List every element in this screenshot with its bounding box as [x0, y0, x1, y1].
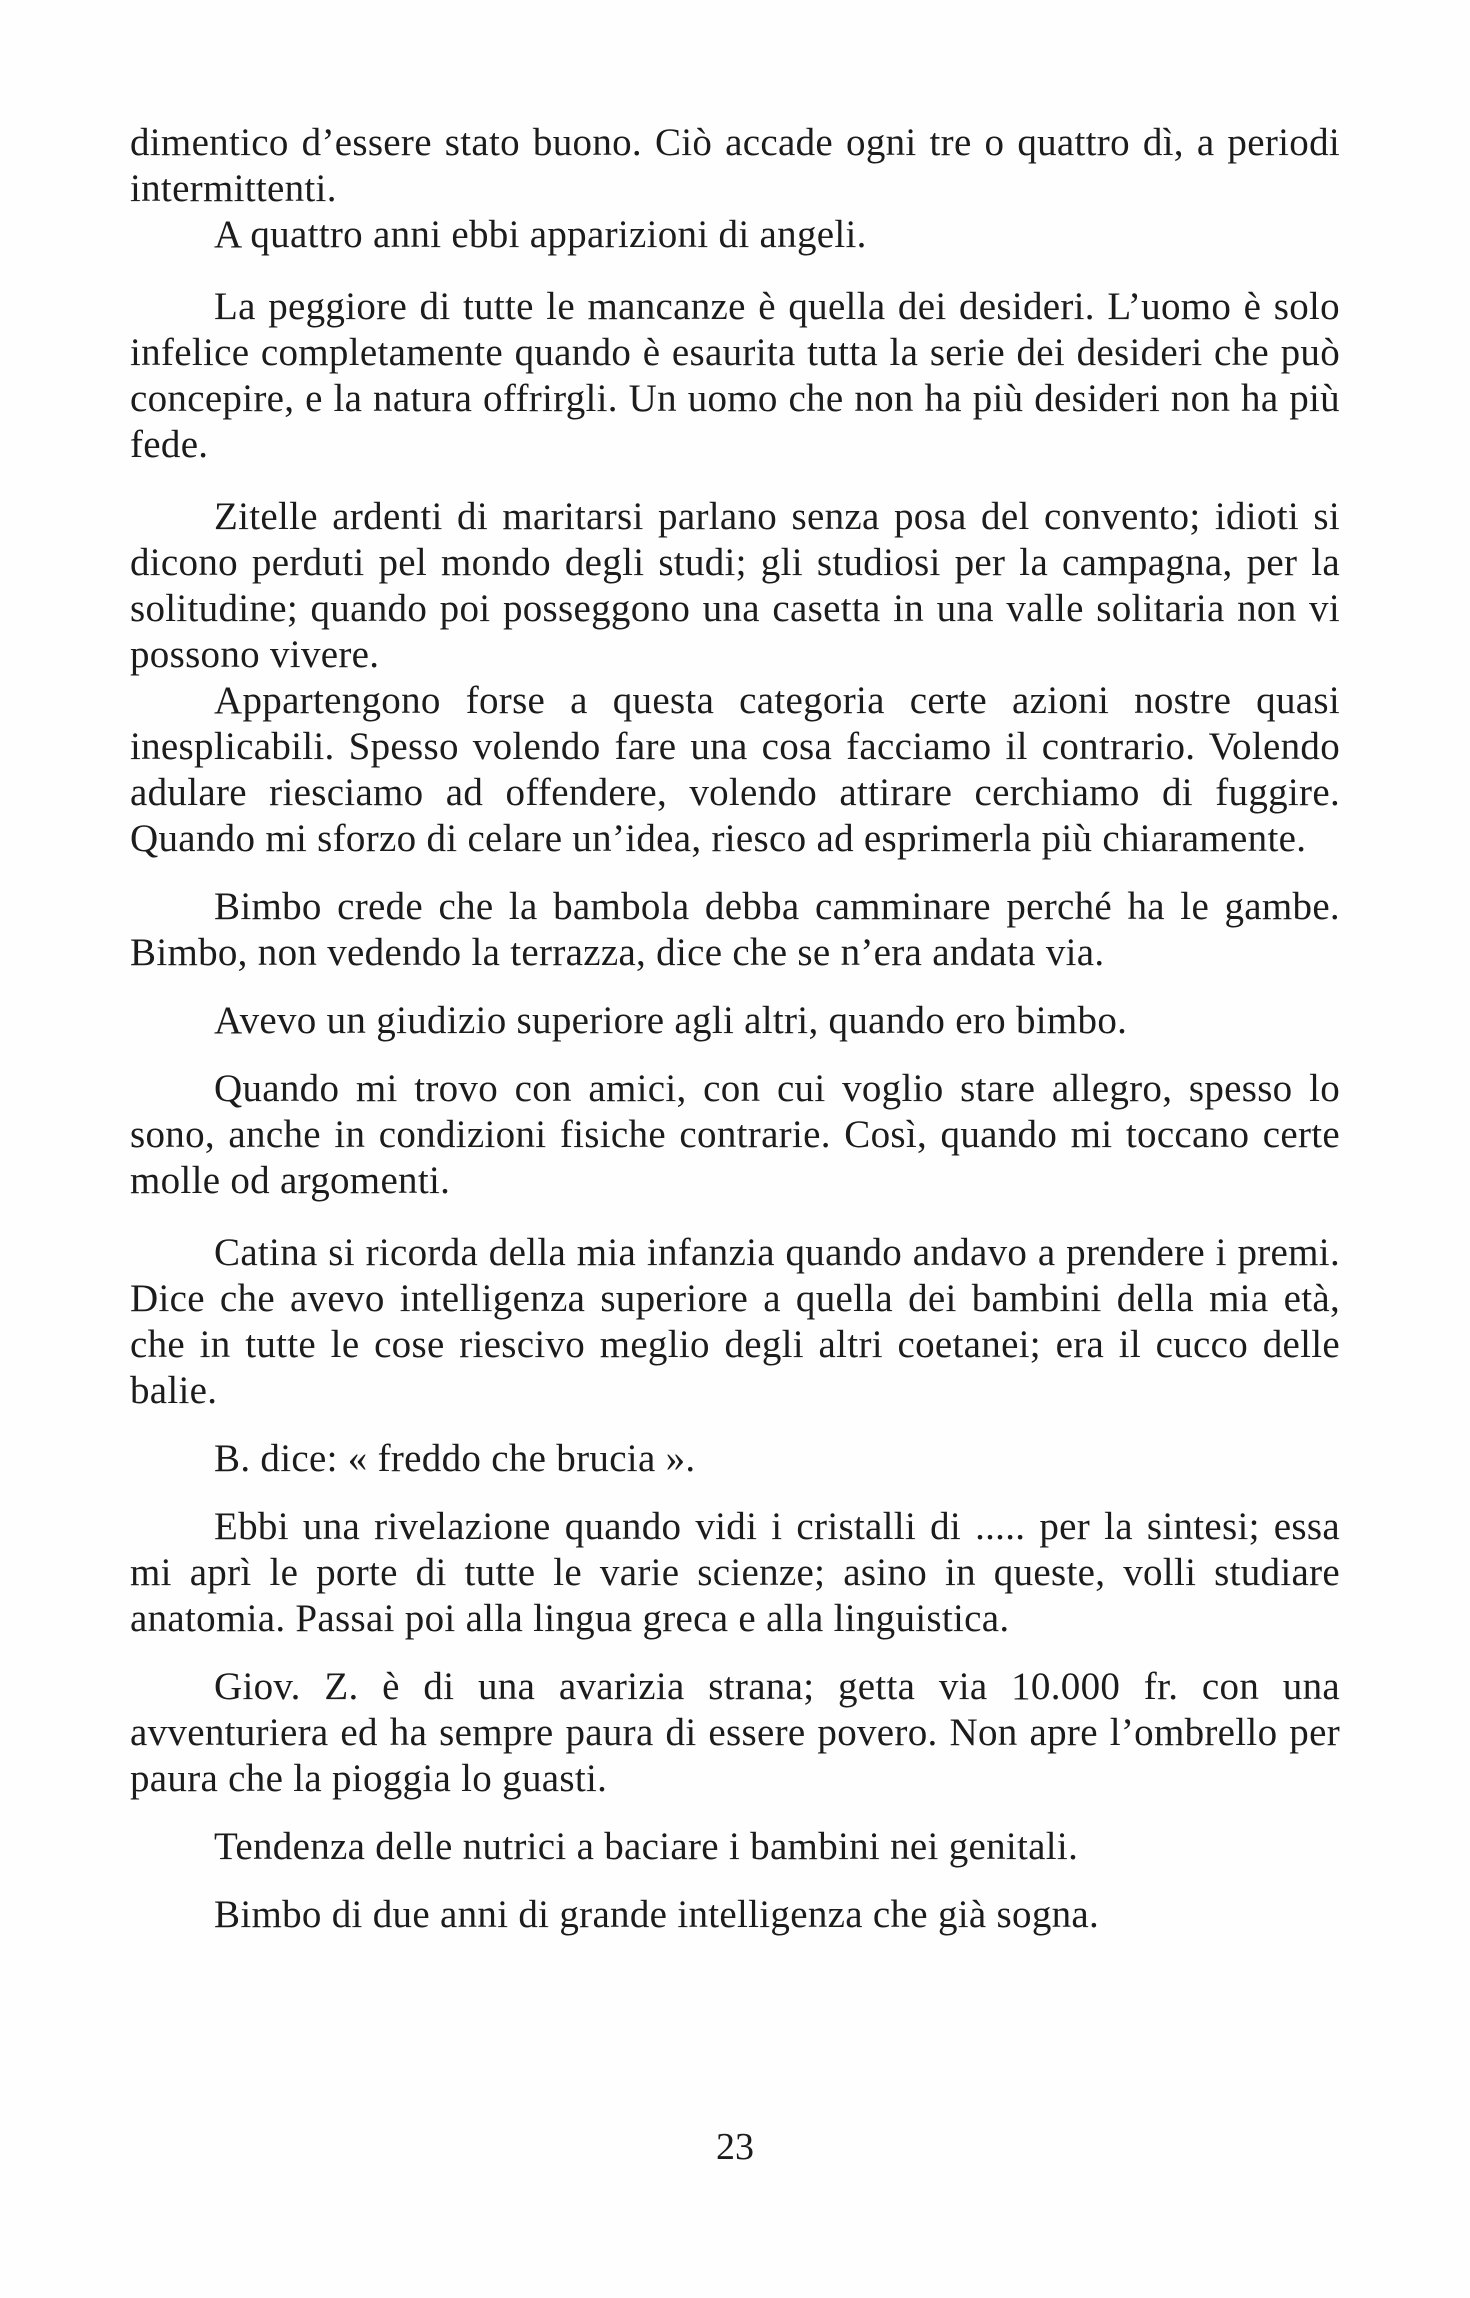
paragraph-nurses: Tendenza delle nutrici a baciare i bambini nei genitali. [214, 1825, 1079, 1868]
page-body [130, 120, 1340, 1938]
paragraph-inexplicable-actions: Appartengono forse a questa categoria certe azioni nostre quasi inesplicabili. Spesso volendo fare una cosa facciamo il contrario. Volendo adulare riesciamo ad offendere, volendo attirare cerchiamo di fuggire. Quando mi sforzo di celare un’idea, riesco ad esprimerla più chiaramente. [130, 679, 1340, 860]
paragraph-avarice: Giov. Z. è di una avarizia strana; getta via 10.000 fr. con una avventuriera ed ha sempre paura di essere povero. Non apre l’ombrello per paura che la pioggia lo guasti. [130, 1665, 1340, 1800]
paragraph-angels: A quattro anni ebbi apparizioni di angeli. [214, 213, 867, 256]
paragraph-spinsters: Zitelle ardenti di maritarsi parlano senza posa del convento; idioti si dicono perduti pel mondo degli studi; gli studiosi per la campagna, per la solitudine; quando poi posseggono una casetta in una valle solitaria non vi possono vivere. [130, 495, 1340, 676]
page-number: 23 [716, 2126, 754, 2168]
paragraph-desires: La peggiore di tutte le mancanze è quella dei desideri. L’uomo è solo infelice completamente quando è esaurita tutta la serie dei desideri che può concepire, e la natura offrirgli. Un uomo che non ha più desideri non ha più fede. [130, 285, 1340, 466]
paragraph-continuation: dimentico d’essere stato buono. Ciò accade ogni tre o quattro dì, a periodi intermittenti. [130, 121, 1340, 210]
paragraph-revelation: Ebbi una rivelazione quando vidi i cristalli di ..... per la sintesi; essa mi aprì le porte di tutte le varie scienze; asino in queste, volli studiare anatomia. Passai poi alla lingua greca e alla linguistica. [130, 1505, 1340, 1640]
paragraph-friends: Quando mi trovo con amici, con cui voglio stare allegro, spesso lo sono, anche in condizioni fisiche contrarie. Così, quando mi toccano certe molle od argomenti. [130, 1067, 1340, 1202]
paragraph-catina: Catina si ricorda della mia infanzia quando andavo a prendere i premi. Dice che avevo intelligenza superiore a quella dei bambini della mia età, che in tutte le cose riescivo meglio degli altri coetanei; era il cucco delle balie. [130, 1231, 1340, 1412]
paragraph-cold-burns: B. dice: « freddo che brucia ». [214, 1437, 696, 1480]
paragraph-dreaming-child: Bimbo di due anni di grande intelligenza che già sogna. [214, 1893, 1100, 1936]
paragraph-doll: Bimbo crede che la bambola debba camminare perché ha le gambe. Bimbo, non vedendo la terrazza, dice che se n’era andata via. [130, 885, 1340, 974]
paragraph-judgement: Avevo un giudizio superiore agli altri, quando ero bimbo. [214, 999, 1128, 1042]
